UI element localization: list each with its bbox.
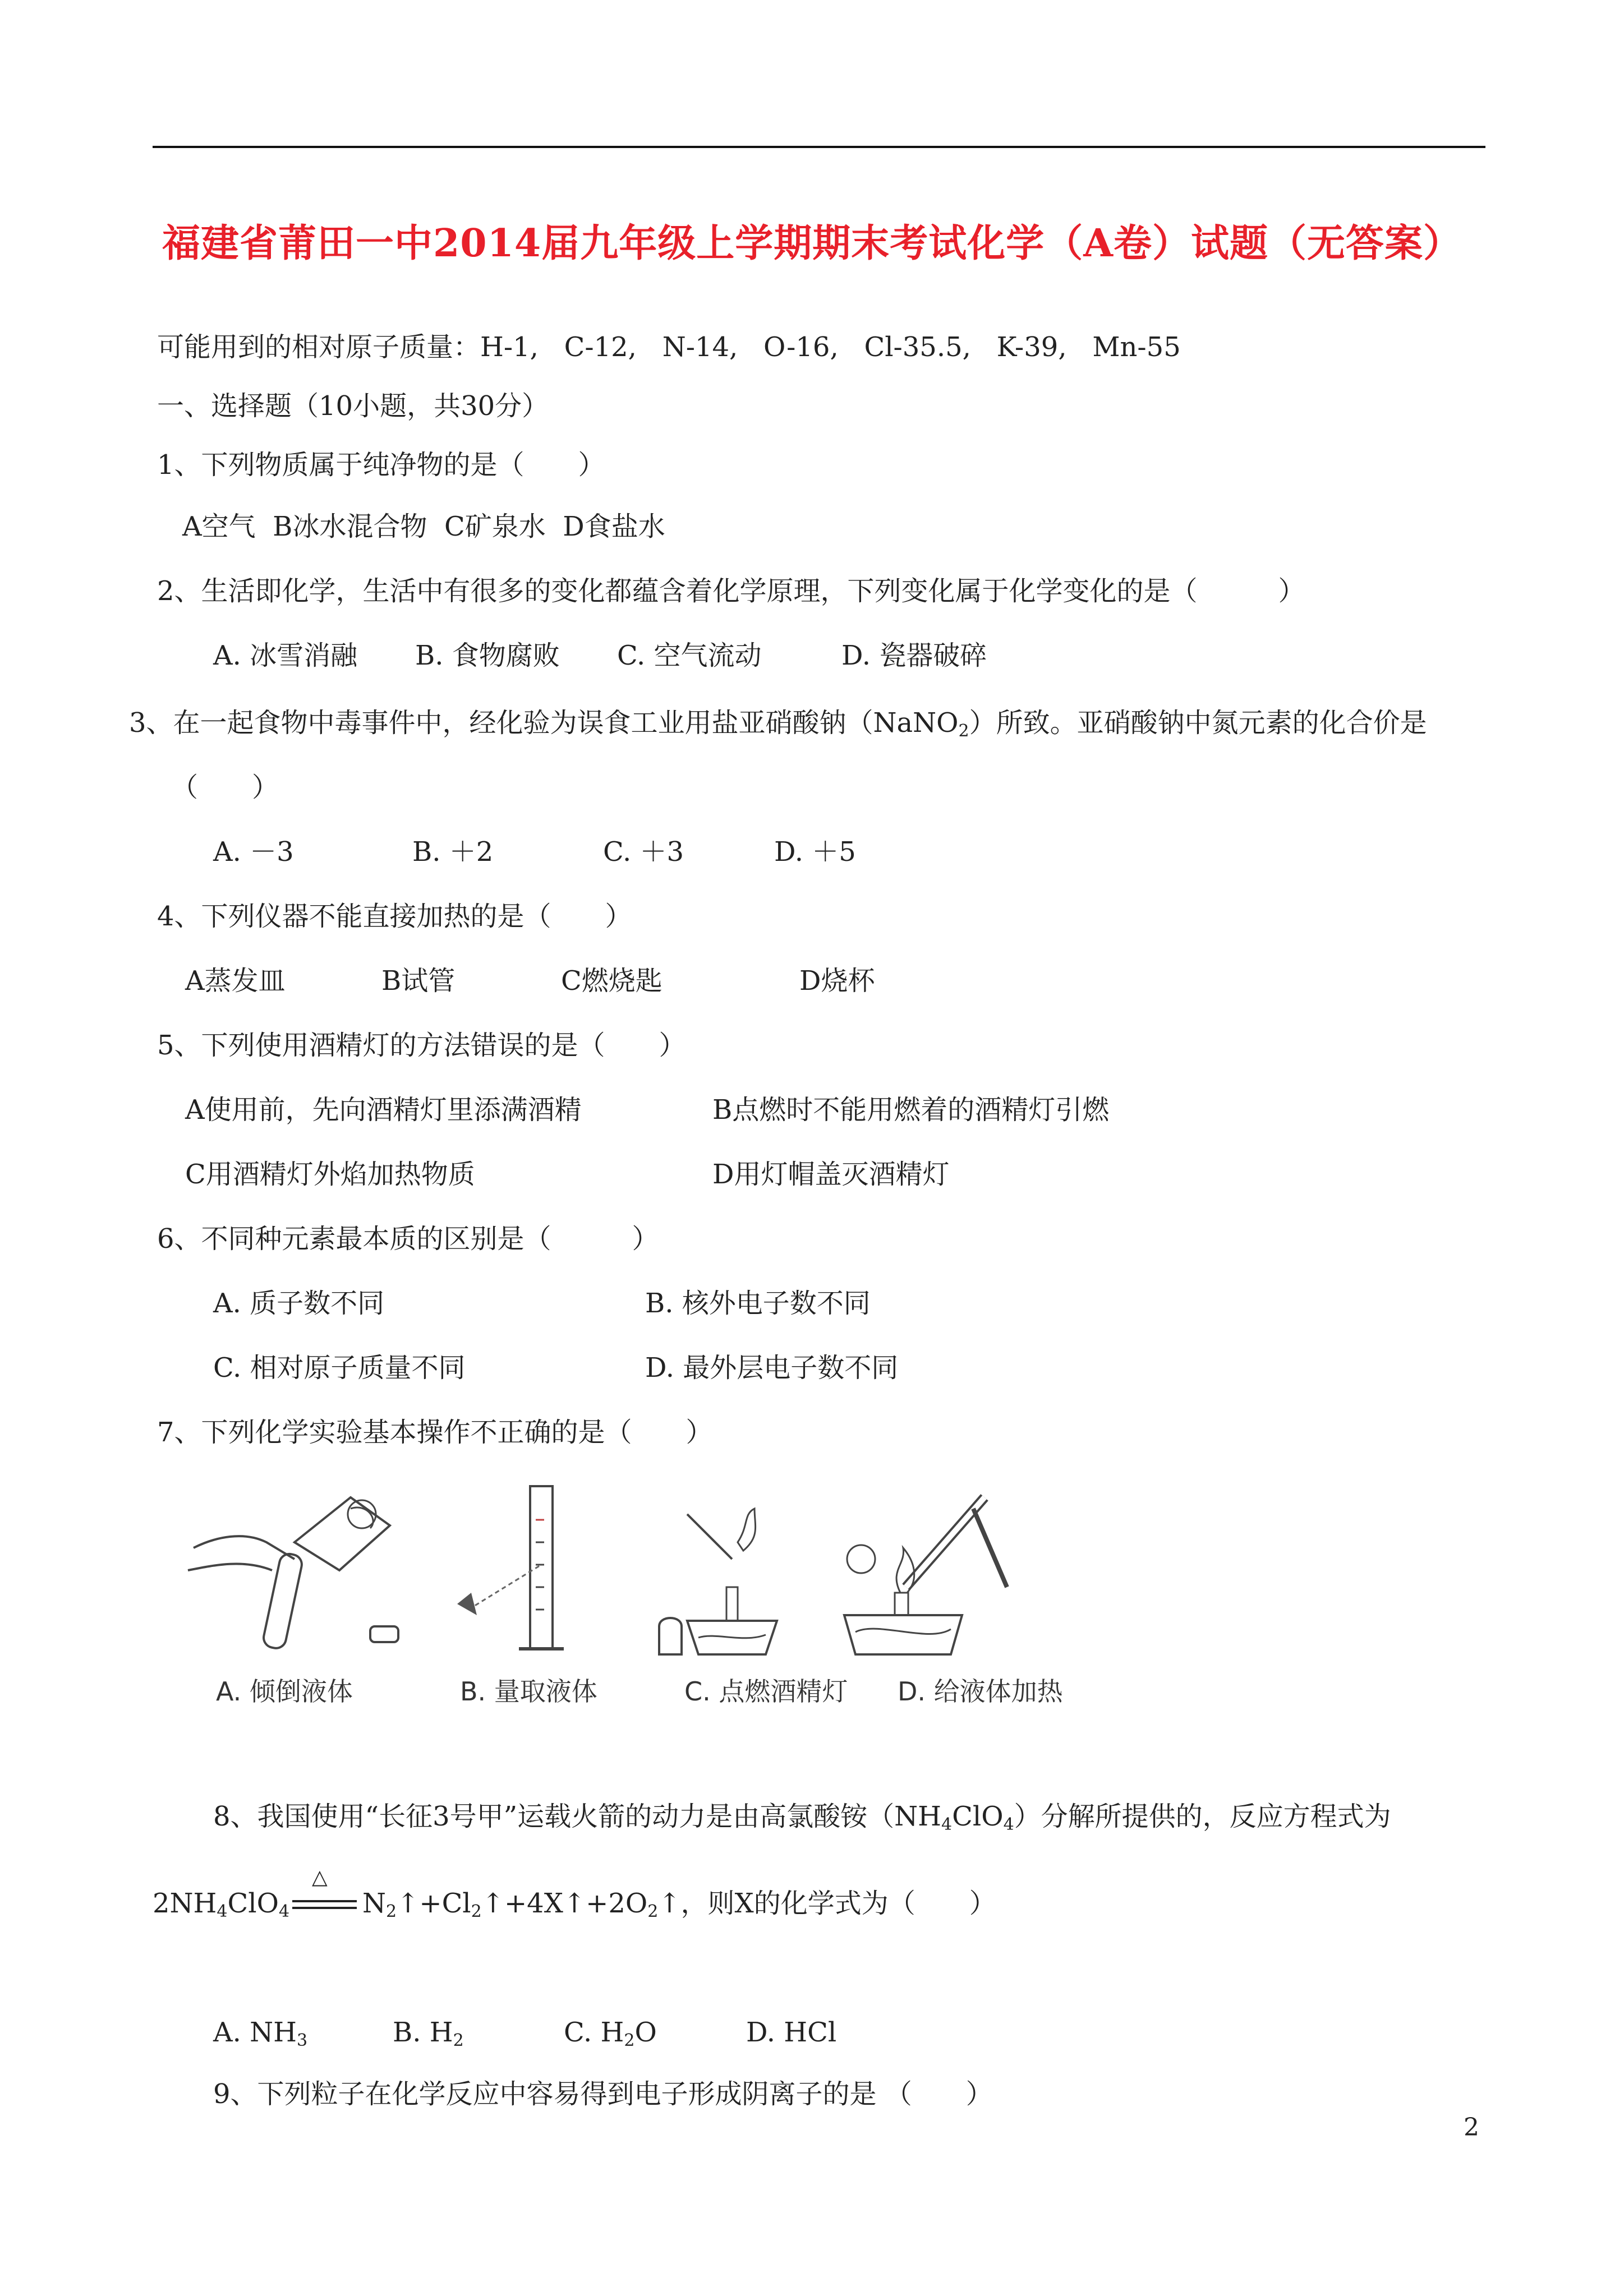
header-rule <box>153 146 1485 148</box>
q8-c-sub: 2 <box>624 2031 635 2050</box>
question-8-equation <box>153 1866 996 1921</box>
heating-liquid-illustration <box>822 1475 1035 1660</box>
pouring-liquid-illustration <box>182 1475 418 1660</box>
q8-stem-sub: 4 <box>941 1815 953 1834</box>
question-5-option-a: A使用前，先向酒精灯里添满酒精 <box>185 1094 582 1126</box>
q8-c-post: O <box>634 2017 657 2048</box>
eq-reactant-sub1: 4 <box>217 1902 228 1921</box>
question-9-stem: 9、下列粒子在化学反应中容易得到电子形成阴离子的是 （ ） <box>213 2078 993 2110</box>
q8-c-pre: C. H <box>564 2017 624 2048</box>
figure-caption-a: A. 倾倒液体 <box>216 1676 353 1707</box>
question-8-option-d: D. HCl <box>746 2017 837 2048</box>
heat-condition-icon: △ <box>312 1866 328 1889</box>
figure-caption-c: C. 点燃酒精灯 <box>684 1676 848 1707</box>
q8-stem-pre: 8、我国使用“长征3号甲”运载火箭的动力是由高氯酸铵（NH <box>213 1801 942 1832</box>
question-2-option-d: D. 瓷器破碎 <box>841 640 987 671</box>
question-8-option-b <box>393 2019 464 2049</box>
question-8-option-a <box>213 2019 307 2049</box>
question-3-option-c: C. ＋3 <box>603 836 684 868</box>
question-5-option-b: B点燃时不能用燃着的酒精灯引燃 <box>712 1094 1110 1126</box>
measuring-liquid-illustration <box>446 1475 592 1660</box>
question-5-option-d: D用灯帽盖灭酒精灯 <box>712 1159 950 1190</box>
question-6-stem: 6、不同种元素最本质的区别是（ ） <box>157 1223 659 1255</box>
question-2-option-b: B. 食物腐败 <box>415 640 560 671</box>
q8-stem-end: ）分解所提供的，反应方程式为 <box>1014 1801 1391 1832</box>
q8-b-pre: B. H <box>393 2017 453 2048</box>
q8-stem-post: ClO <box>952 1801 1004 1832</box>
question-5-option-c: C用酒精灯外焰加热物质 <box>185 1159 475 1190</box>
question-3-stem <box>129 709 1427 740</box>
question-8-stem <box>213 1803 1391 1833</box>
eq-product-n: N <box>362 1888 387 1919</box>
question-4-option-b: B试管 <box>381 965 456 997</box>
eq-product-c: ↑，则X的化学式为（ ） <box>658 1888 996 1919</box>
q8-a-sub: 3 <box>297 2031 308 2050</box>
question-8-option-c <box>564 2019 657 2049</box>
lighting-alcohol-lamp-illustration <box>625 1475 794 1660</box>
question-4-stem: 4、下列仪器不能直接加热的是（ ） <box>157 901 632 932</box>
eq-product-sub3: 2 <box>647 1902 659 1921</box>
q3-stem-post: ）所致。亚硝酸钠中氮元素的化合价是 <box>969 707 1427 739</box>
q3-stem-sub: 2 <box>958 721 969 741</box>
question-6-option-b: B. 核外电子数不同 <box>645 1288 871 1319</box>
atomic-masses: 可能用到的相对原子质量：H-1, C-12, N-14, O-16, Cl-35.5, K-39, Mn-55 <box>157 331 1181 363</box>
page-number: 2 <box>1464 2113 1479 2142</box>
q8-b-sub: 2 <box>453 2031 464 2050</box>
eq-product-sub1: 2 <box>386 1902 397 1921</box>
q8-a-pre: A. NH <box>213 2017 297 2048</box>
figure-caption-d: D. 给液体加热 <box>898 1676 1063 1707</box>
question-7-stem: 7、下列化学实验基本操作不正确的是（ ） <box>157 1417 713 1448</box>
q3-stem-pre: 3、在一起食物中毒事件中，经化验为误食工业用盐亚硝酸钠（NaNO <box>129 707 959 739</box>
eq-product-b: ↑+4X↑+2O <box>481 1888 648 1919</box>
eq-product-sub2: 2 <box>471 1902 482 1921</box>
question-3-option-a: A. －3 <box>213 836 294 868</box>
reaction-condition-arrow <box>289 1866 362 1917</box>
question-6-option-a: A. 质子数不同 <box>213 1288 385 1319</box>
question-3-option-d: D. ＋5 <box>774 836 856 868</box>
eq-product-a: ↑+Cl <box>397 1888 471 1919</box>
question-5-stem: 5、下列使用酒精灯的方法错误的是（ ） <box>157 1030 686 1061</box>
question-1-stem: 1、下列物质属于纯净物的是（ ） <box>157 449 605 481</box>
question-6-option-c: C. 相对原子质量不同 <box>213 1352 466 1384</box>
question-4-option-a: A蒸发皿 <box>185 965 286 997</box>
figure-caption-b: B. 量取液体 <box>460 1676 597 1707</box>
question-2-stem: 2、生活即化学，生活中有很多的变化都蕴含着化学原理，下列变化属于化学变化的是（ ） <box>157 575 1305 607</box>
question-2-option-c: C. 空气流动 <box>617 640 762 671</box>
question-3-bracket: （ ） <box>171 772 279 803</box>
eq-reactant-sub2: 4 <box>278 1902 290 1921</box>
question-1-options: A空气 B冰水混合物 C矿泉水 D食盐水 <box>182 511 665 542</box>
eq-reactant-pre: 2NH <box>153 1888 217 1919</box>
question-4-option-c: C燃烧匙 <box>561 965 663 997</box>
question-3-option-b: B. ＋2 <box>412 836 494 868</box>
question-4-option-d: D烧杯 <box>799 965 875 997</box>
question-6-option-d: D. 最外层电子数不同 <box>645 1352 899 1384</box>
question-2-option-a: A. 冰雪消融 <box>213 640 358 671</box>
section-heading: 一、选择题（10小题，共30分） <box>157 390 549 422</box>
q8-stem-sub2: 4 <box>1003 1815 1014 1834</box>
page-title: 福建省莆田一中2014届九年级上学期期末考试化学（A卷）试题（无答案） <box>162 221 1462 266</box>
eq-reactant-mid: ClO <box>227 1888 279 1919</box>
